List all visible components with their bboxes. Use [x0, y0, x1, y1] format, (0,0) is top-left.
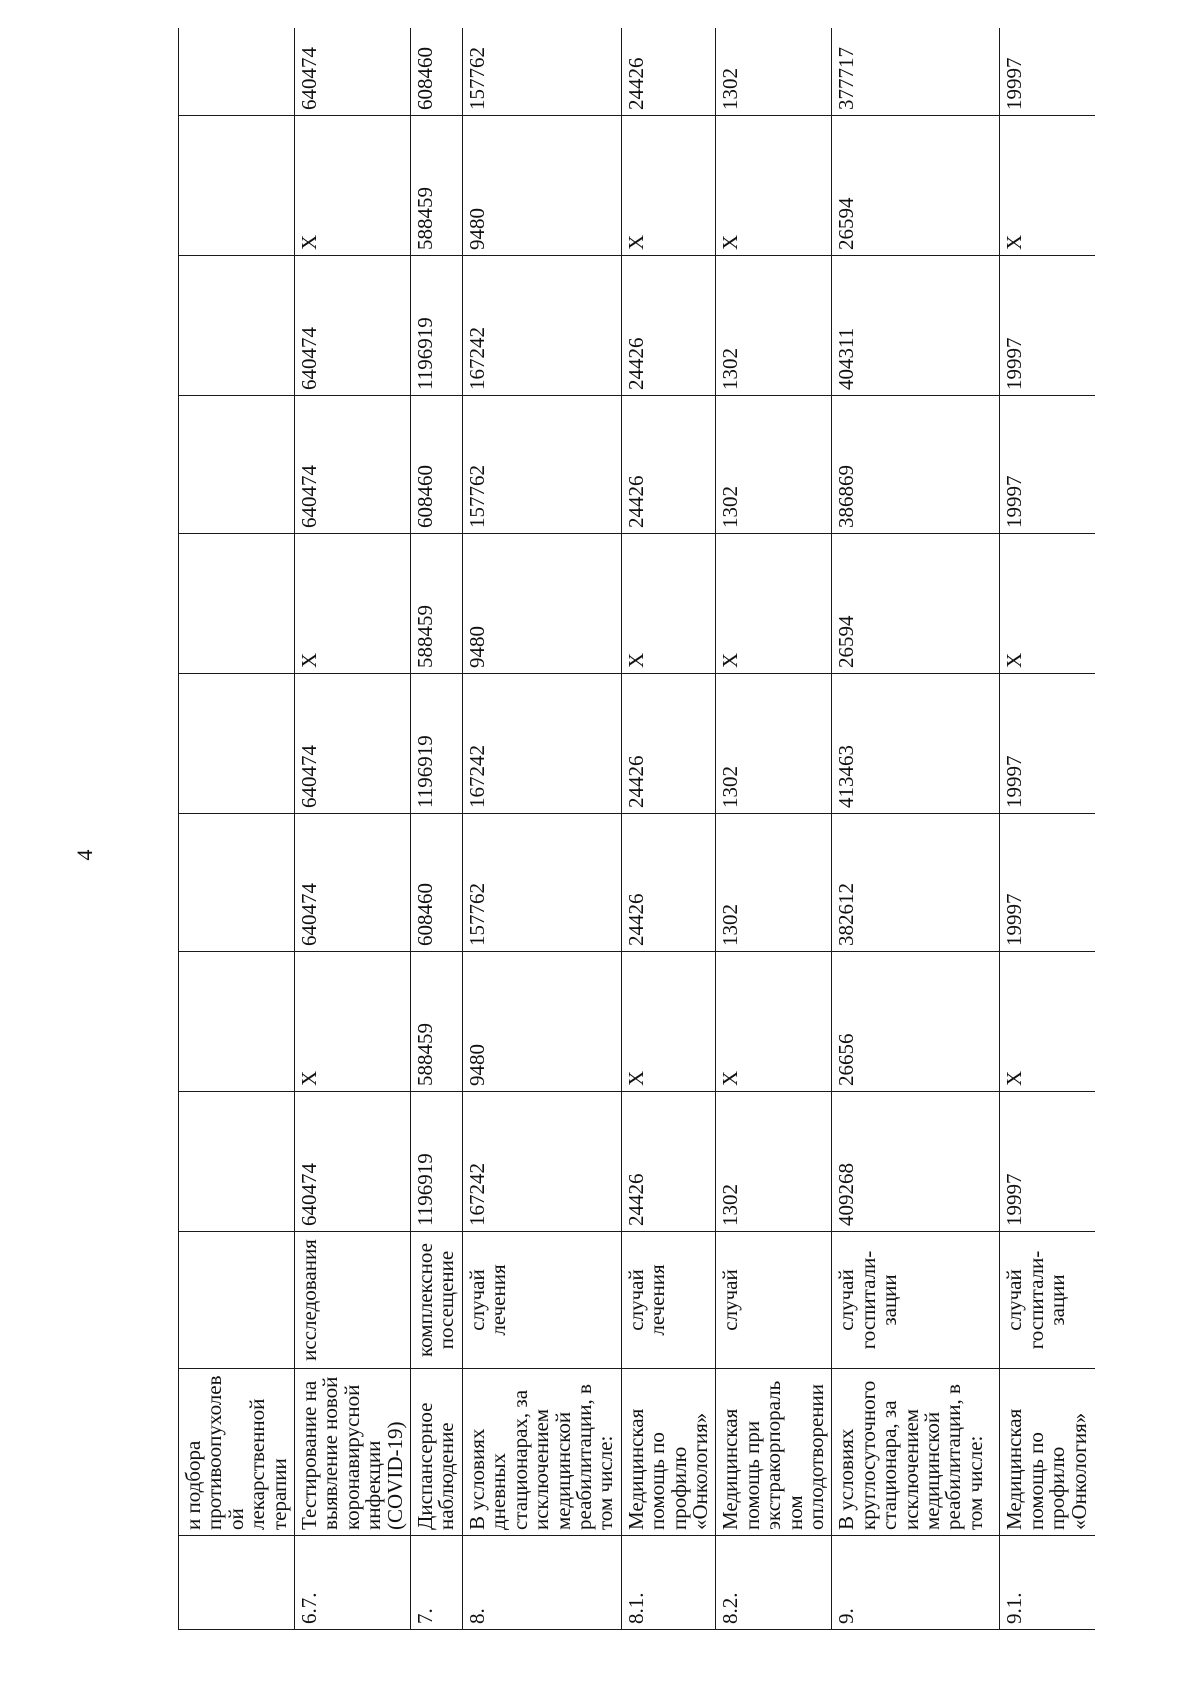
value-cell: 1302	[716, 396, 832, 534]
value-cell: 1196919	[411, 674, 463, 814]
value-cell: 386869	[832, 396, 1000, 534]
value-cell	[179, 1092, 295, 1232]
value-cell: X	[295, 952, 411, 1092]
value-cell: 377717	[832, 28, 1000, 116]
table-row	[295, 28, 411, 1630]
row-name: Диспансерное наблюдение	[411, 1369, 463, 1536]
value-cell: 588459	[411, 952, 463, 1092]
value-cell: 413463	[832, 674, 1000, 814]
value-cell: 19997	[1000, 1092, 1095, 1232]
row-name: Медицинская помощь по профилю «Онкология»	[621, 1369, 716, 1536]
value-cell: X	[1000, 116, 1095, 256]
table-row	[411, 28, 463, 1630]
value-cell: X	[716, 116, 832, 256]
value-cell: 608460	[411, 814, 463, 952]
value-cell: 24426	[621, 28, 716, 116]
value-cell: X	[621, 952, 716, 1092]
value-cell	[179, 396, 295, 534]
row-unit: исследования	[295, 1232, 411, 1369]
value-cell: X	[716, 952, 832, 1092]
table-row	[621, 28, 716, 1630]
value-cell: 1196919	[411, 1092, 463, 1232]
value-cell: 588459	[411, 534, 463, 674]
row-unit: случай госпитали-зации	[832, 1232, 1000, 1369]
value-cell: 640474	[295, 28, 411, 116]
value-cell: 19997	[1000, 814, 1095, 952]
page-number: 4	[72, 849, 97, 861]
row-unit: случай лечения	[621, 1232, 716, 1369]
value-cell: 24426	[621, 674, 716, 814]
value-cell: 1302	[716, 256, 832, 396]
value-cell: 167242	[462, 1092, 621, 1232]
value-cell: X	[621, 534, 716, 674]
value-cell: 24426	[621, 814, 716, 952]
value-cell: 157762	[462, 28, 621, 116]
value-cell: 26656	[832, 952, 1000, 1092]
row-number: 6.7.	[295, 1536, 411, 1630]
value-cell: 24426	[621, 1092, 716, 1232]
table-frame	[178, 28, 1095, 1630]
value-cell: 608460	[411, 28, 463, 116]
row-number: 9.1.	[1000, 1536, 1095, 1630]
row-unit	[179, 1232, 295, 1369]
value-cell: X	[621, 116, 716, 256]
row-number: 7.	[411, 1536, 463, 1630]
value-cell: 1302	[716, 1092, 832, 1232]
row-number: 8.1.	[621, 1536, 716, 1630]
row-name: Медицинская помощь по профилю «Онкология»	[1000, 1369, 1095, 1536]
value-cell: 26594	[832, 116, 1000, 256]
row-name: Медицинская помощь при экстракорпоральном оплодотворении	[716, 1369, 832, 1536]
value-cell: 19997	[1000, 256, 1095, 396]
row-number: 8.	[462, 1536, 621, 1630]
row-number	[179, 1536, 295, 1630]
table-row	[462, 28, 621, 1630]
value-cell	[179, 28, 295, 116]
value-cell: 157762	[462, 396, 621, 534]
table-row	[1000, 28, 1095, 1630]
value-cell	[179, 116, 295, 256]
value-cell: 24426	[621, 396, 716, 534]
value-cell: 404311	[832, 256, 1000, 396]
value-cell: X	[295, 534, 411, 674]
value-cell	[179, 814, 295, 952]
value-cell	[179, 256, 295, 396]
row-unit: случай	[716, 1232, 832, 1369]
value-cell	[179, 534, 295, 674]
value-cell: 1302	[716, 674, 832, 814]
value-cell: 1196919	[411, 256, 463, 396]
value-cell: 24426	[621, 256, 716, 396]
row-name: и подбора противоопухолевой лекарственной терапии	[179, 1369, 295, 1536]
value-cell: 19997	[1000, 396, 1095, 534]
value-cell: 640474	[295, 674, 411, 814]
row-unit: случай лечения	[462, 1232, 621, 1369]
value-cell: 640474	[295, 1092, 411, 1232]
value-cell: 382612	[832, 814, 1000, 952]
value-cell: X	[1000, 534, 1095, 674]
data-table	[178, 28, 1095, 1630]
value-cell	[179, 674, 295, 814]
value-cell: 1302	[716, 814, 832, 952]
value-cell: 588459	[411, 116, 463, 256]
row-number: 8.2.	[716, 1536, 832, 1630]
row-unit: комплексное посещение	[411, 1232, 463, 1369]
value-cell: 9480	[462, 952, 621, 1092]
value-cell: 9480	[462, 116, 621, 256]
row-name: Тестирование на выявление новой коронавирусной инфекции (COVID-19)	[295, 1369, 411, 1536]
value-cell: 157762	[462, 814, 621, 952]
value-cell: 19997	[1000, 674, 1095, 814]
value-cell: 409268	[832, 1092, 1000, 1232]
table-row	[716, 28, 832, 1630]
table-row	[832, 28, 1000, 1630]
value-cell: 1302	[716, 28, 832, 116]
value-cell: 640474	[295, 814, 411, 952]
value-cell: 608460	[411, 396, 463, 534]
value-cell: X	[295, 116, 411, 256]
value-cell: X	[716, 534, 832, 674]
value-cell	[179, 952, 295, 1092]
value-cell: 19997	[1000, 28, 1095, 116]
row-name: В условиях дневных стационарах, за исключением медицинской реабилитации, в том числе:	[462, 1369, 621, 1536]
value-cell: 167242	[462, 256, 621, 396]
value-cell: 167242	[462, 674, 621, 814]
value-cell: 640474	[295, 396, 411, 534]
value-cell: X	[1000, 952, 1095, 1092]
value-cell: 9480	[462, 534, 621, 674]
row-name: В условиях круглосуточного стационара, за исключением медицинской реабилитации, в том числе:	[832, 1369, 1000, 1536]
table-row	[179, 28, 295, 1630]
row-unit: случай госпитали-зации	[1000, 1232, 1095, 1369]
row-number: 9.	[832, 1536, 1000, 1630]
value-cell: 640474	[295, 256, 411, 396]
value-cell: 26594	[832, 534, 1000, 674]
